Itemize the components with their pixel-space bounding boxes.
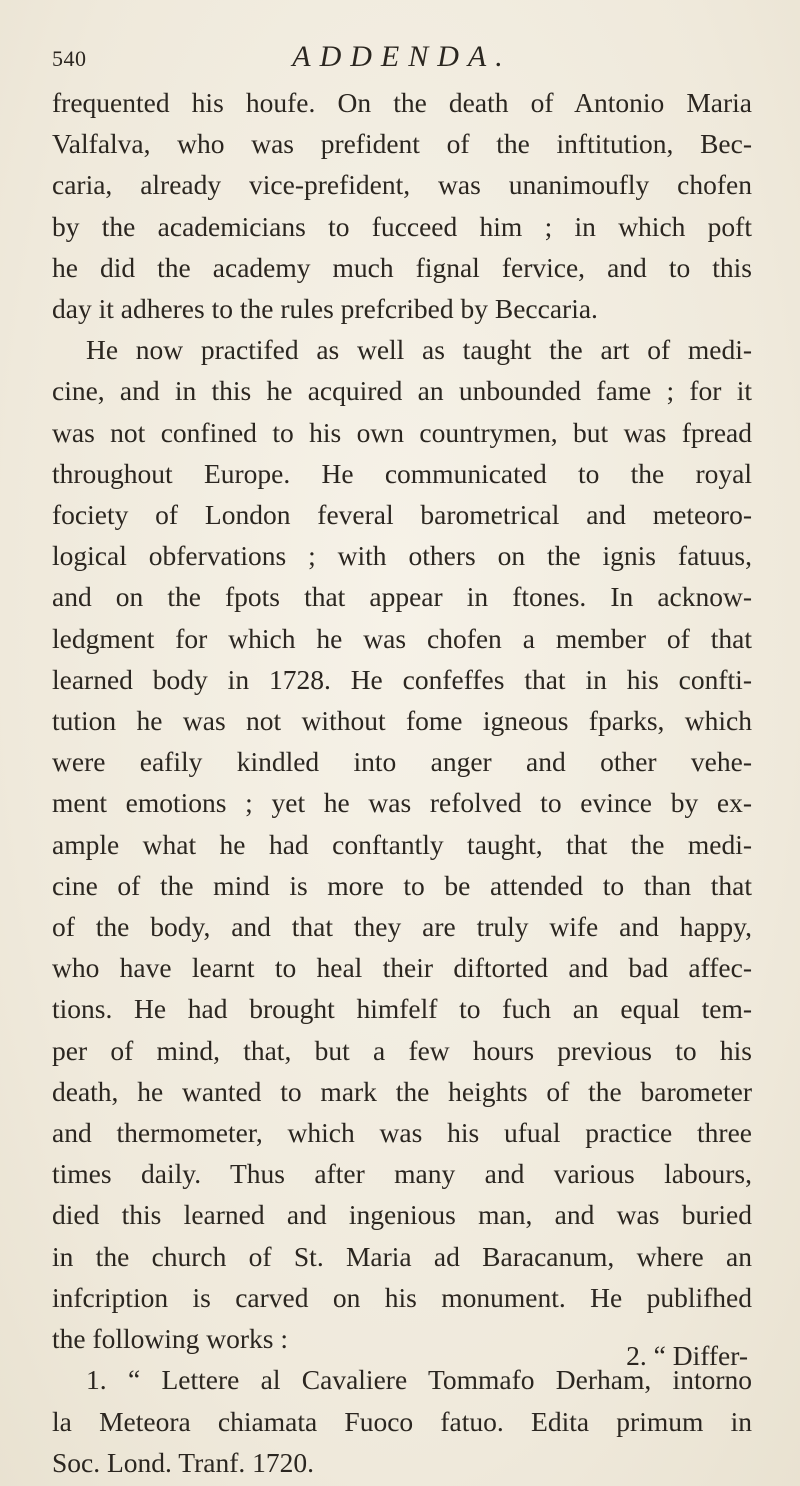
text-line: in the church of St. Maria ad Baracanum, where an <box>52 1240 752 1272</box>
text-line: death, he wanted to mark the heights of the barometer <box>52 1075 752 1107</box>
text-line: 1. “ Lettere al Cavaliere Tommafo Derham, intorno <box>86 1364 752 1396</box>
running-head: ADDENDA. <box>292 40 512 73</box>
text-line: cine, and in this he acquired an unbounded fame ; for it <box>52 375 752 407</box>
text-line: he did the academy much fignal fervice, and to this <box>52 251 752 283</box>
text-line: day it adheres to the rules prefcribed by Beccaria. <box>52 293 598 325</box>
text-line: He now practifed as well as taught the art of medi- <box>86 334 752 366</box>
text-line: and on the fpots that appear in ftones. In acknow- <box>52 581 752 613</box>
text-line: per of mind, that, but a few hours previous to his <box>52 1034 752 1066</box>
text-line: the following works : <box>52 1323 289 1355</box>
text-line: infcription is carved on his monument. He publifhed <box>52 1281 752 1313</box>
text-line: throughout Europe. He communicated to the royal <box>52 457 752 489</box>
text-line: fociety of London feveral barometrical and meteoro- <box>52 499 752 531</box>
text-line: by the academicians to fucceed him ; in which poft <box>52 210 752 242</box>
text-line: tution he was not without fome igneous fparks, which <box>52 705 752 737</box>
text-line: who have learnt to heal their diftorted and bad affec- <box>52 952 752 984</box>
page-header <box>52 28 752 78</box>
text-line: ledgment for which he was chofen a member of that <box>52 622 752 654</box>
text-line: were eafily kindled into anger and other vehe- <box>52 746 752 778</box>
body-text <box>52 82 752 1483</box>
text-line: la Meteora chiamata Fuoco fatuo. Edita primum in <box>52 1405 752 1437</box>
text-line: ample what he had conftantly taught, that the medi- <box>52 828 752 860</box>
text-line: of the body, and that they are truly wife and happy, <box>52 911 752 943</box>
text-line: cine of the mind is more to be attended to than that <box>52 869 752 901</box>
text-line: and thermometer, which was his ufual practice three <box>52 1117 752 1149</box>
text-line: tions. He had brought himfelf to fuch an equal tem- <box>52 993 752 1025</box>
text-line: logical obfervations ; with others on the ignis fatuus, <box>52 540 752 572</box>
text-line: died this learned and ingenious man, and was buried <box>52 1199 752 1231</box>
text-line: caria, already vice-prefident, was unanimoufly chofen <box>52 169 752 201</box>
text-line: ment emotions ; yet he was refolved to evince by ex- <box>52 787 752 819</box>
catchword: 2. “ Differ- <box>626 1340 748 1371</box>
text-line: learned body in 1728. He confeffes that in his confti- <box>52 663 752 695</box>
text-line: was not confined to his own countrymen, but was fpread <box>52 416 752 448</box>
page-number: 540 <box>52 46 87 71</box>
text-line: times daily. Thus after many and various labours, <box>52 1158 752 1190</box>
text-line: frequented his houfe. On the death of Antonio Maria <box>52 87 752 118</box>
text-line: Soc. Lond. Tranf. 1720. <box>52 1446 315 1478</box>
text-line: Valfalva, who was prefident of the inftitution, Bec- <box>52 128 752 160</box>
